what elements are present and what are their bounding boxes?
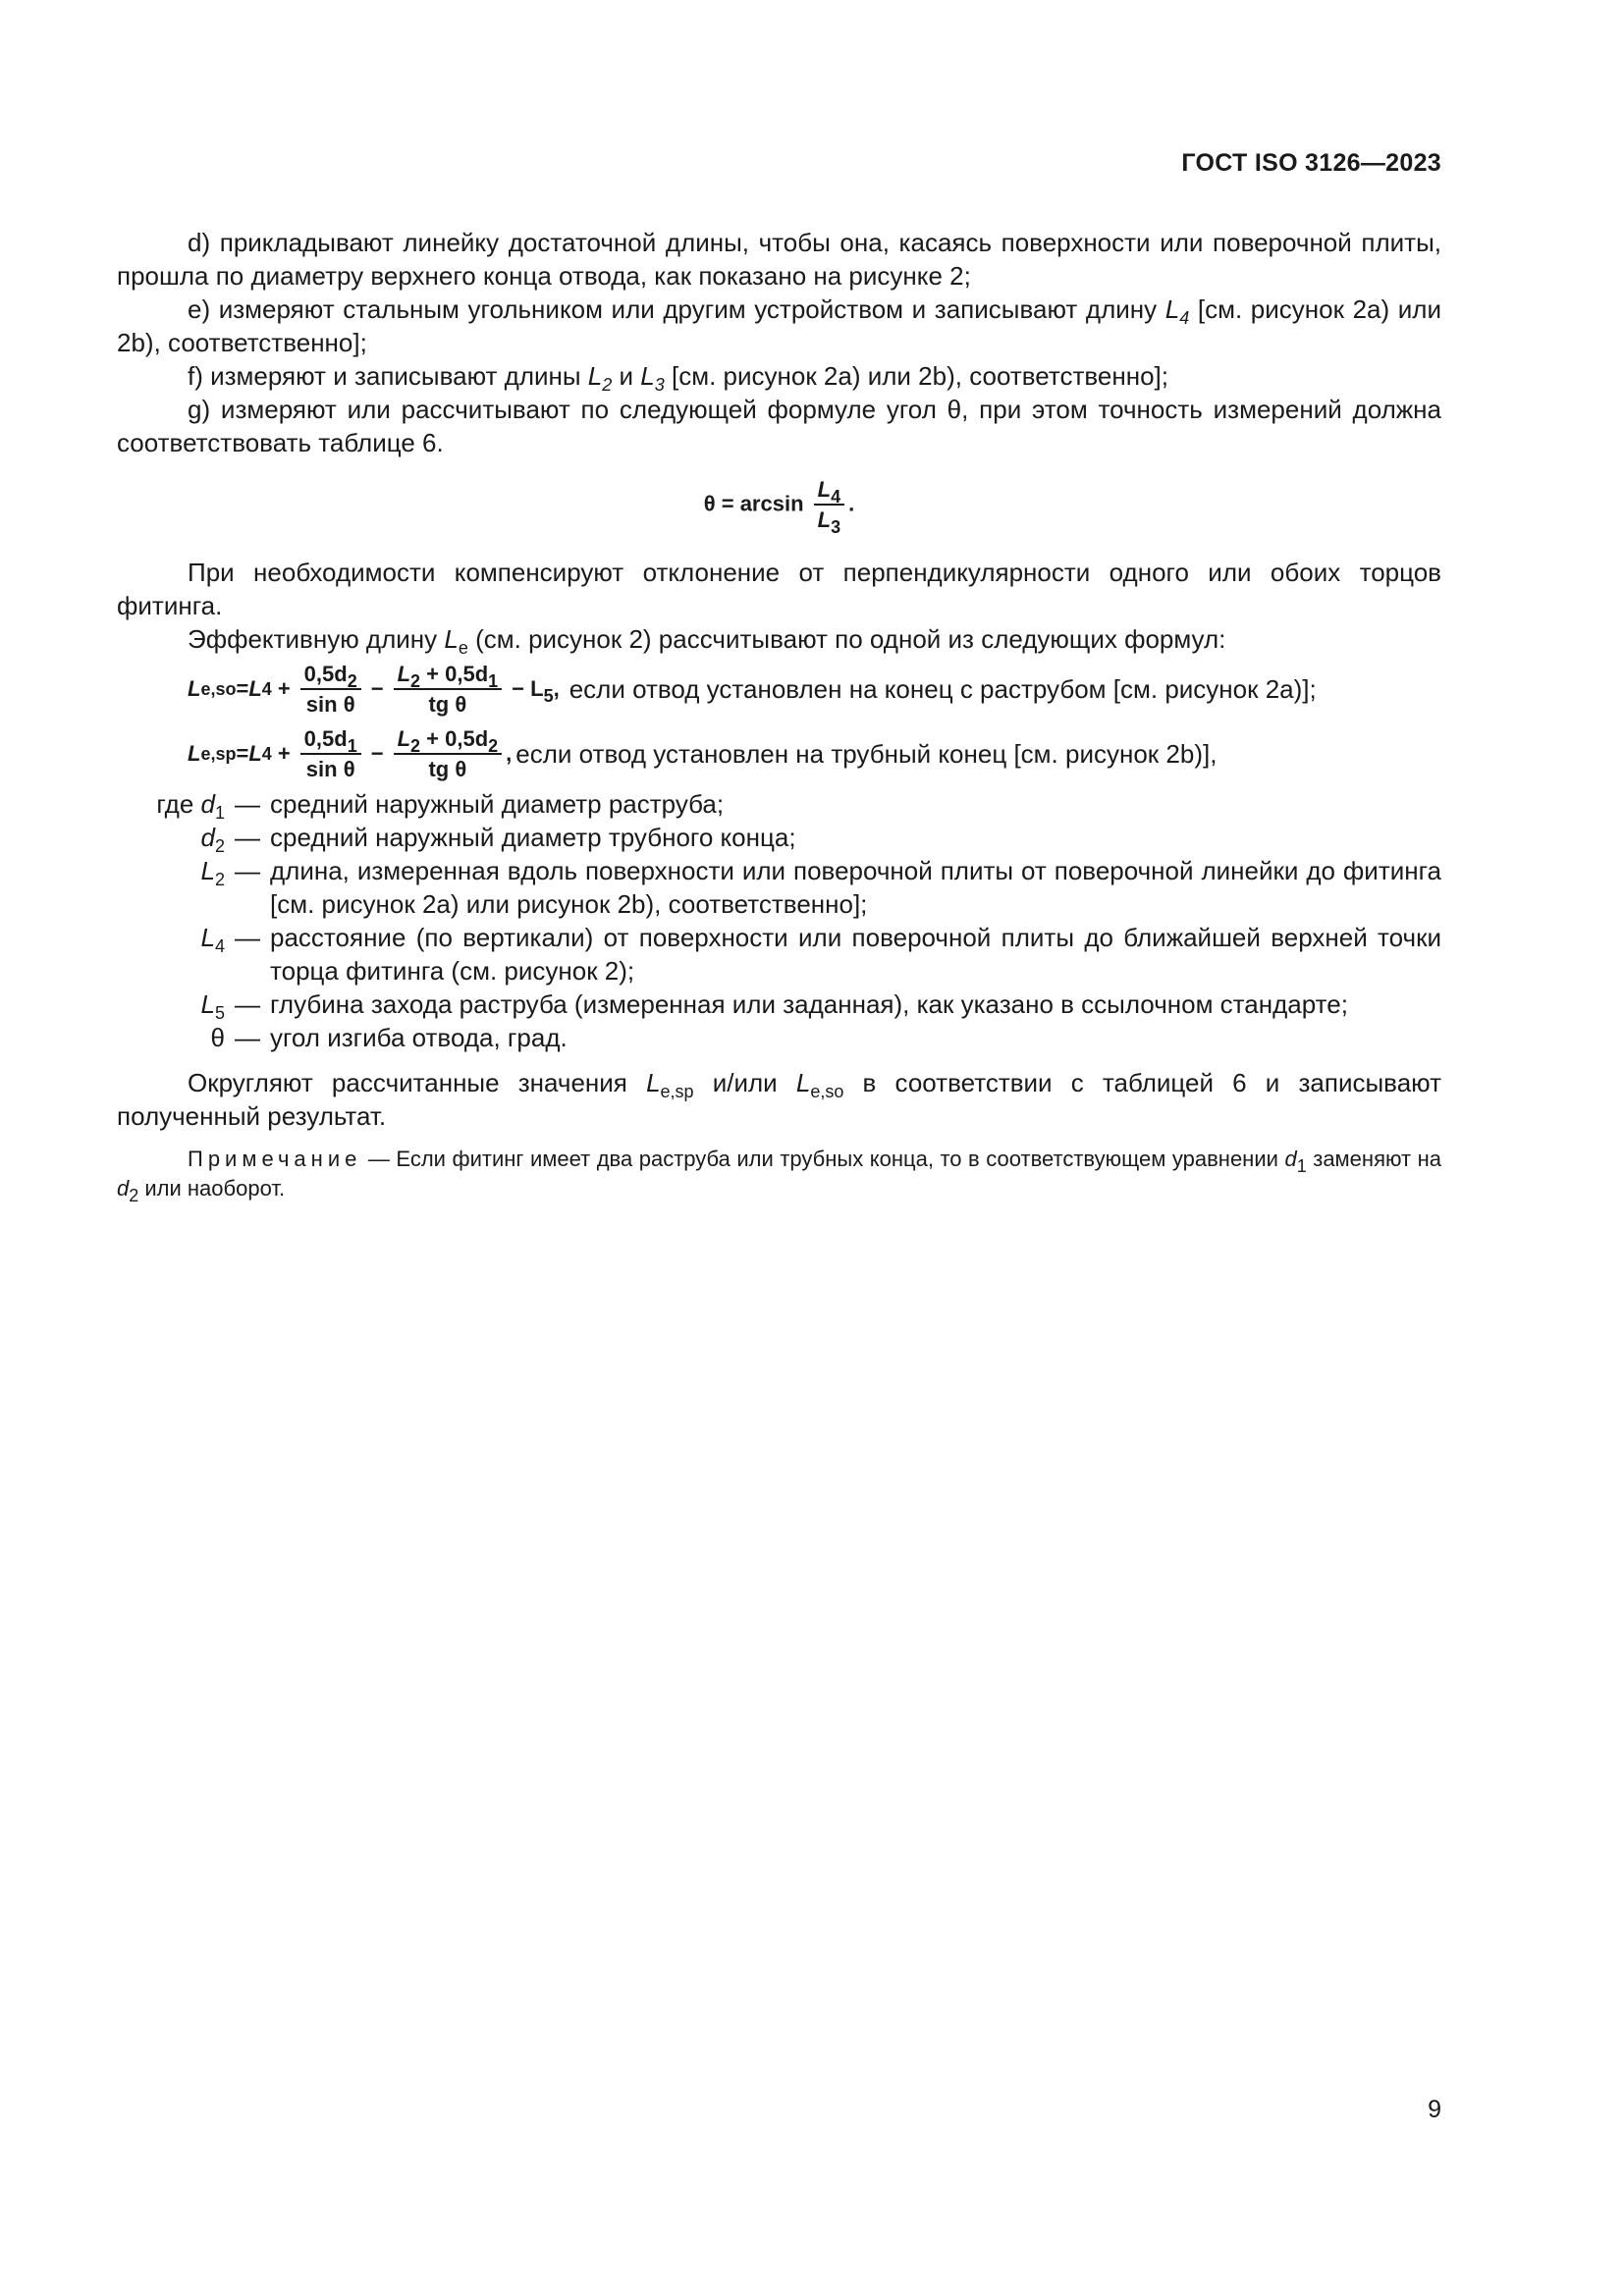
definition-row: где $d_1$ — средний наружный диаметр раструба; (156, 789, 725, 823)
note: Примечание — Если фитинг имеет два раструба или трубных конца, то в соответствующем уравнении $d_1$ заменяют на $d_2$ или наоборот. (117, 1147, 1441, 1205)
item-e: e) измеряют стальным угольником или другим устройством и записывают длину $L_4$ [см. рисунок 2a) или 2b), соответственно]; (117, 294, 1441, 357)
definition-row: $d_2$ — средний наружный диаметр трубного конца; (200, 823, 796, 856)
paragraph-effective-length: Эффективную длину $L_e$ (см. рисунок 2) рассчитывают по одной из следующих формул: (188, 624, 1226, 658)
definition-row: $L_4$ — расстояние (по вертикали) от поверхности или поверочной плиты до ближайшей верхней точки торца фитинга (см. рисунок 2); (200, 923, 1441, 986)
formula-le-so: L e,so = L 4 + $\frac{0,5d_2}{\text{sin θ}}$ − $\frac{L_2 + 0,5d_1}{\text{tg θ}}$ − $L_5$, если отвод установлен на конец с раструбом [см. рисунок 2a)]; (188, 661, 1317, 717)
paragraph-compensation: При необходимости компенсируют отклонение от перпендикулярности одного или обоих торцов фитинга. (117, 558, 1441, 620)
item-g: g) измеряют или рассчитывают по следующей формуле угол θ, при этом точность измерений должна соответствовать таблице 6. (117, 395, 1441, 457)
page-number: 9 (1428, 2096, 1441, 2123)
fraction-L4-L3: $\frac{L_4}{L_3}$ (814, 477, 844, 533)
paragraph-rounding: Округляют рассчитанные значения $L_{e,sp}$ и/или $L_{e,so}$ в соответствии с таблицей 6 и записывают полученный результат. (117, 1068, 1441, 1131)
definition-row: θ — угол изгиба отвода, град. (210, 1023, 568, 1052)
definition-row: $L_5$ — глубина захода раструба (измеренная или заданная), как указано в ссылочном стандарте; (200, 989, 1348, 1023)
formula-le-sp: L e,sp = L 4 + $\frac{0,5d_1}{\text{sin θ}}$ − $\frac{L_2 + 0,5d_2}{\text{tg θ}}$ , если отвод установлен на трубный конец [см. рисунок 2b)], (188, 725, 1218, 781)
standard-code-header: ГОСТ ISO 3126—2023 (1181, 149, 1441, 177)
page-body (117, 226, 1441, 1225)
symbol-definitions (117, 787, 1441, 1054)
item-f: f) измеряют и записывают длины $L_2$ и $L_3$ [см. рисунок 2a) или 2b), соответственно]; (188, 361, 1168, 395)
symbol-L4: $L_4$ (1164, 294, 1190, 328)
definition-row: $L_2$ — длина, измеренная вдоль поверхности или поверочной плиты от поверочной линейки до фитинга [см. рисунок 2a) или рисунок 2b), соответственно]; (200, 856, 1441, 919)
item-d: d) прикладывают линейку достаточной длины, чтобы она, касаясь поверхности или поверочной плиты, прошла по диаметру верхнего конца отвода, как показано на рисунке 2; (117, 228, 1441, 291)
note-label: Примечание (188, 1147, 362, 1171)
formula-theta: θ = arcsin $\frac{L_4}{L_3}$ . (703, 477, 855, 537)
